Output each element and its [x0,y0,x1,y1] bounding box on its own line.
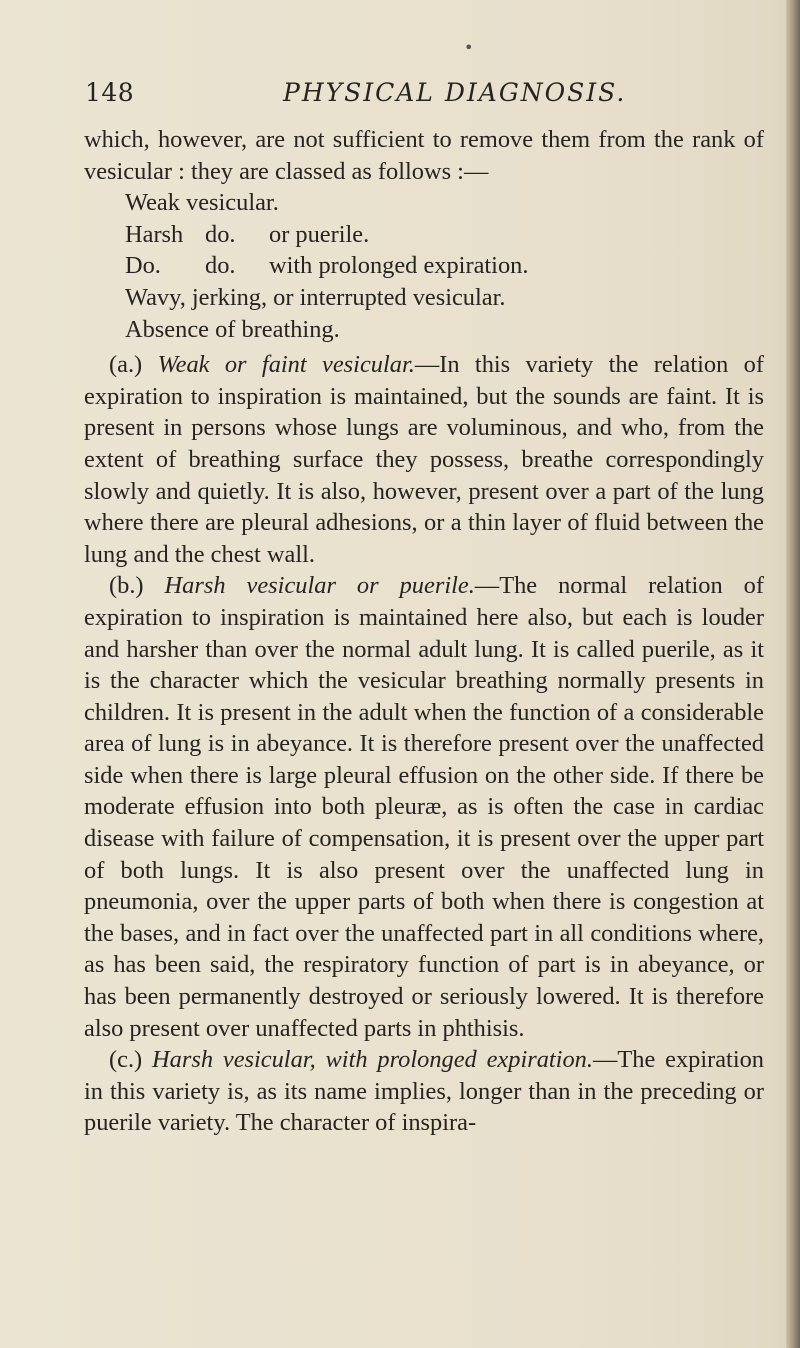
list-item [125,187,764,219]
section-prolonged-expiration [84,1044,764,1139]
page-edge-shadow [786,0,800,1348]
section-heading: Harsh vesicular or puerile. [164,572,475,600]
list-item-ditto: do. [205,220,236,248]
running-head: PHYSICAL DIAGNOSIS. [283,78,627,107]
section-body: —In this variety the relation of expiration to inspiration is maintained, but the sounds are faint. It is present in persons whose lungs are voluminous, and who, from the extent of breathing surface they possess, breathe correspondingly slowly and quietly. It is also, however, present over a part of the lung where there are pleural adhesions, or a thin layer of fluid between the lung and the chest wall. [84,351,764,568]
list-item-text: Harsh [125,220,184,248]
page-header [0,78,780,108]
list-item-text: Wavy, jerking, or interrupted vesicular. [125,283,506,311]
list-item [125,219,764,251]
section-heading: Harsh vesicular, with prolonged expiration. [152,1046,593,1074]
list-item-text: or puerile. [269,220,370,248]
section-weak-vesicular [84,349,764,570]
section-marker: (a.) [109,351,143,379]
section-heading: Weak or faint vesicular. [157,351,415,379]
list-item-text: with prolonged expiration. [269,252,529,280]
section-body: —The normal relation of expiration to inspiration is maintained here also, but each is louder and harsher than over the normal adult lung. It is called puerile, as it is the character which the vesicular breathing normally presents in children. It is present in the adult when the function of a considerable area of lung is in abeyance. It is therefore present over the unaffected side when there is large pleural effusion on the other side. If there be moderate effusion into both pleuræ, as is often the case in cardiac disease with failure of compensation, it is present over the upper part of both lungs. It is also present over the unaffected lung in pneumonia, over the upper parts of both when there is congestion at the bases, and in fact over the unaffected part in all conditions where, as has been said, the respiratory function of part is in abeyance, or has been permanently destroyed or seriously lowered. It is therefore also present over unaffected parts in phthisis. [84,572,764,1042]
section-body: —The expiration in this variety is, as its name implies, longer than in the preceding or puerile variety. The character of inspira- [84,1046,764,1137]
section-marker: (c.) [109,1046,143,1074]
list-item-text: Do. [125,252,161,280]
list-item [125,314,764,346]
list-item-text: Absence of breathing. [125,315,340,343]
page-number: 148 [85,78,135,107]
classification-list [125,187,764,345]
top-mark: • [464,38,474,57]
list-item-text: Weak vesicular. [125,189,279,217]
list-item [125,250,764,282]
page-body [84,124,764,1139]
list-item-ditto: do. [205,252,236,280]
list-item [125,282,764,314]
section-harsh-vesicular [84,570,764,1044]
intro-paragraph: which, however, are not sufficient to remove them from the rank of vesicular : they are classed as follows :— [84,126,764,185]
section-marker: (b.) [109,572,144,600]
